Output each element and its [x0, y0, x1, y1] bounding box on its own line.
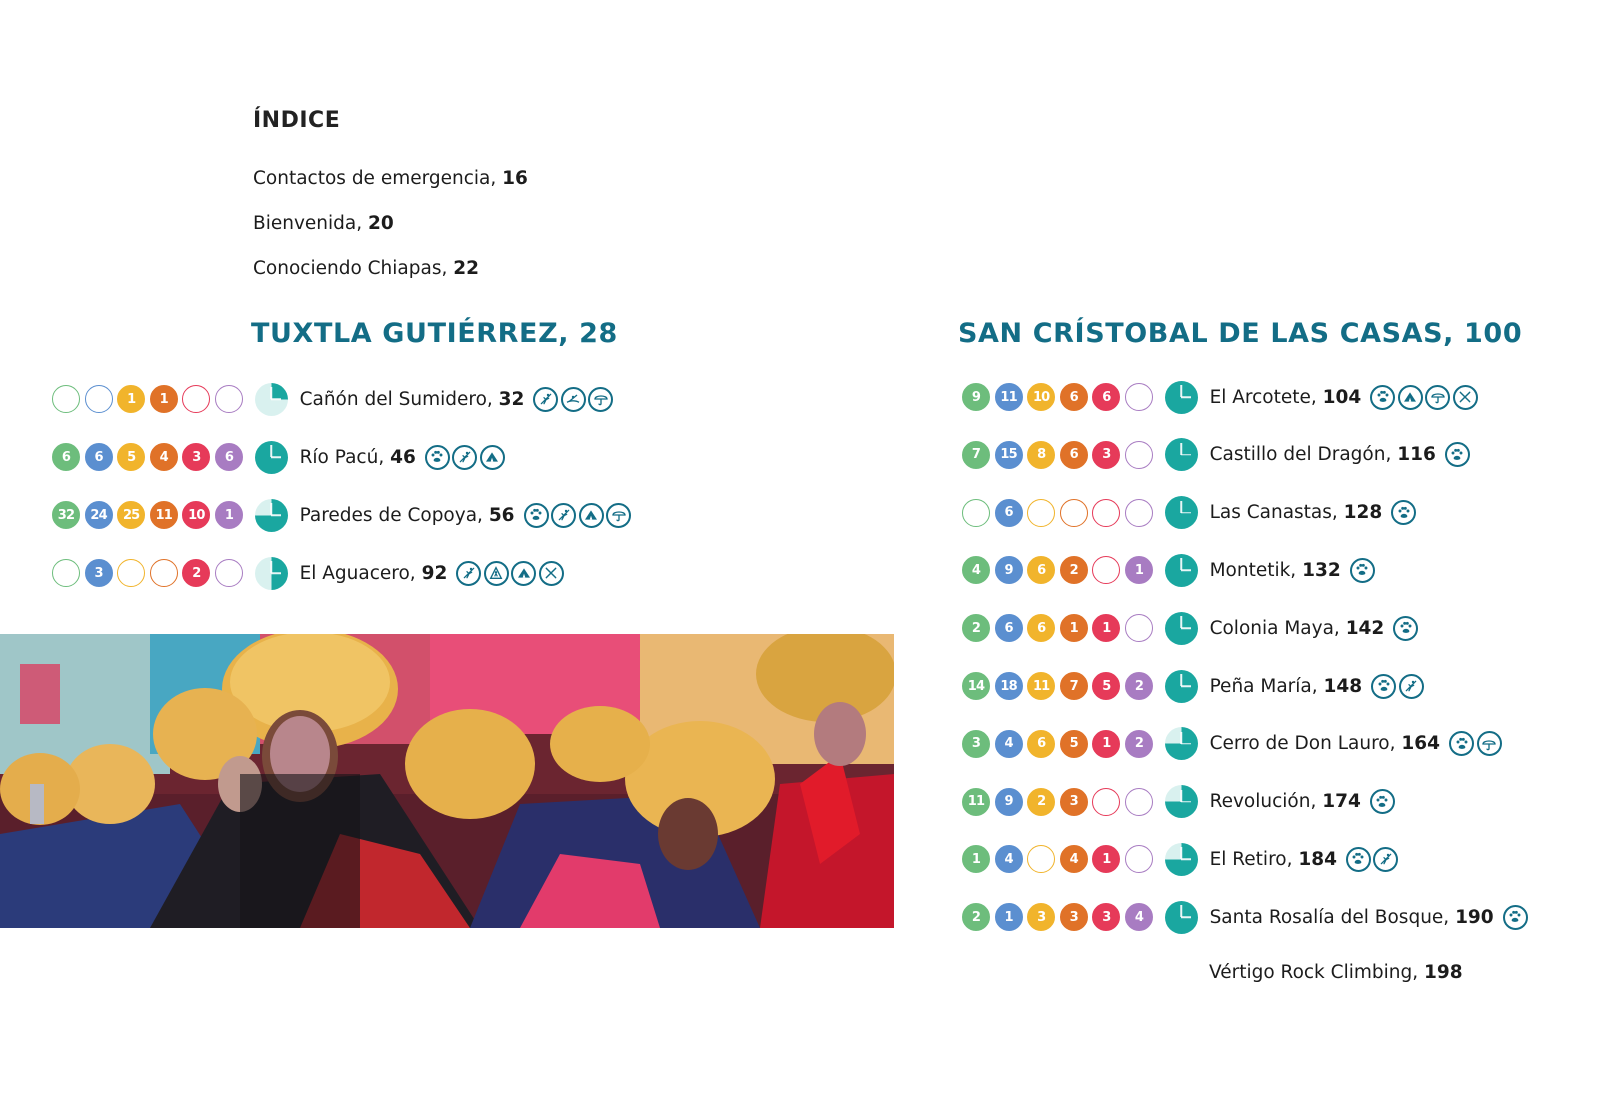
green-count-badge: 32	[52, 501, 80, 529]
clock-icon	[1165, 612, 1198, 645]
destination-title[interactable]	[1210, 849, 1337, 870]
kayak-icon	[561, 387, 586, 412]
utensils-icon	[539, 561, 564, 586]
orange-count-badge: 6	[1060, 441, 1088, 469]
clock-icon	[255, 441, 288, 474]
destination-page: 184	[1298, 848, 1337, 870]
destination-page: 116	[1397, 444, 1436, 466]
clock-icon	[255, 383, 288, 416]
clock-icon	[1165, 843, 1198, 876]
destination-row-colonia-maya[interactable]	[962, 613, 1421, 643]
blue-count-badge: 15	[995, 441, 1023, 469]
yellow-count-badge	[117, 559, 145, 587]
yellow-count-badge	[1027, 845, 1055, 873]
intro-item-label: Bienvenida,	[253, 213, 368, 234]
purple-count-badge: 2	[1125, 730, 1153, 758]
orange-count-badge: 6	[1060, 383, 1088, 411]
activity-icons	[456, 561, 566, 586]
destination-name: Cañón del Sumidero,	[299, 388, 499, 410]
red-count-badge: 3	[182, 443, 210, 471]
red-count-badge	[1092, 788, 1120, 816]
red-count-badge	[1092, 556, 1120, 584]
category-counts	[52, 443, 248, 471]
orange-count-badge	[1060, 499, 1088, 527]
paw-icon	[1449, 731, 1474, 756]
destination-title[interactable]	[1210, 444, 1436, 465]
red-count-badge: 3	[1092, 903, 1120, 931]
intro-item-page: 16	[502, 168, 528, 189]
activity-icons	[1449, 731, 1504, 756]
paw-icon	[1370, 789, 1395, 814]
tent-icon	[480, 445, 505, 470]
tent-icon	[511, 561, 536, 586]
destination-page: 128	[1343, 502, 1383, 524]
green-count-badge: 11	[962, 788, 990, 816]
blue-count-badge: 4	[995, 845, 1023, 873]
green-count-badge: 3	[962, 730, 990, 758]
blue-count-badge: 18	[995, 672, 1023, 700]
clock-icon	[1165, 901, 1198, 934]
yellow-count-badge: 3	[1027, 903, 1055, 931]
activity-icons	[1370, 789, 1398, 814]
destination-row-pena-maria[interactable]	[962, 671, 1426, 701]
purple-count-badge	[215, 559, 243, 587]
orange-count-badge: 2	[1060, 556, 1088, 584]
blue-count-badge: 9	[995, 788, 1023, 816]
paw-icon	[1371, 674, 1396, 699]
category-counts	[962, 903, 1158, 931]
activity-icons	[533, 387, 616, 412]
category-counts	[962, 614, 1158, 642]
red-count-badge	[182, 385, 210, 413]
extra-entry-vertigo[interactable]	[1209, 962, 1463, 983]
destination-name: Río Pacú,	[299, 446, 391, 468]
destination-name: Peña María,	[1209, 675, 1324, 697]
category-counts	[962, 845, 1158, 873]
yellow-count-badge: 6	[1027, 730, 1055, 758]
destination-row-montetik[interactable]	[962, 555, 1377, 585]
category-counts	[962, 499, 1158, 527]
yellow-count-badge: 1	[117, 385, 145, 413]
destination-title[interactable]	[300, 563, 448, 584]
activity-icons	[1370, 385, 1480, 410]
destination-title[interactable]	[1210, 676, 1363, 697]
destination-title[interactable]	[1210, 387, 1362, 408]
utensils-icon	[1453, 385, 1478, 410]
blue-count-badge	[85, 385, 113, 413]
orange-count-badge: 5	[1060, 730, 1088, 758]
red-count-badge: 3	[1092, 441, 1120, 469]
destination-name: Colonia Maya,	[1209, 617, 1346, 639]
climbing-icon	[484, 561, 509, 586]
intro-item-bienvenida[interactable]	[253, 211, 528, 256]
destination-title[interactable]	[1210, 907, 1494, 928]
destination-page: 104	[1322, 386, 1362, 408]
green-count-badge	[52, 385, 80, 413]
activity-icons	[524, 503, 634, 528]
paw-icon	[1503, 905, 1528, 930]
destination-name: Las Canastas,	[1209, 502, 1344, 524]
destination-page: 46	[390, 446, 416, 468]
purple-count-badge	[1125, 788, 1153, 816]
destination-row-santa-rosalia-del-bosque[interactable]	[962, 902, 1530, 932]
green-count-badge: 4	[962, 556, 990, 584]
extra-page: 198	[1423, 962, 1463, 983]
category-counts	[52, 501, 248, 529]
purple-count-badge	[1125, 499, 1153, 527]
activity-icons	[1346, 847, 1401, 872]
clock-icon	[1165, 785, 1198, 818]
clock-icon	[1165, 496, 1198, 529]
purple-count-badge	[1125, 845, 1153, 873]
yellow-count-badge: 6	[1027, 556, 1055, 584]
destination-page: 190	[1455, 906, 1494, 928]
clock-icon	[255, 557, 288, 590]
blue-count-badge: 3	[85, 559, 113, 587]
section-title-tuxtla[interactable]: TUXTLA GUTIÉRREZ, 28	[251, 318, 618, 349]
destination-name: Montetik,	[1209, 559, 1303, 581]
hiking-icon	[533, 387, 558, 412]
intro-item-label: Contactos de emergencia,	[253, 168, 503, 189]
hiking-icon	[452, 445, 477, 470]
hiking-icon	[551, 503, 576, 528]
destination-row-canon-del-sumidero[interactable]	[52, 384, 616, 414]
blue-count-badge: 6	[995, 614, 1023, 642]
red-count-badge: 6	[1092, 383, 1120, 411]
destination-page: 164	[1401, 733, 1440, 755]
purple-count-badge: 2	[1125, 672, 1153, 700]
destination-page: 174	[1322, 791, 1361, 813]
tent-icon	[1398, 385, 1423, 410]
category-counts	[962, 672, 1158, 700]
activity-icons	[1391, 500, 1419, 525]
hiking-icon	[456, 561, 481, 586]
blue-count-badge: 4	[995, 730, 1023, 758]
orange-count-badge: 4	[150, 443, 178, 471]
destination-title[interactable]	[1210, 791, 1361, 812]
activity-icons	[1445, 442, 1473, 467]
destination-name: Santa Rosalía del Bosque,	[1209, 906, 1456, 928]
orange-count-badge: 1	[150, 385, 178, 413]
purple-count-badge: 1	[215, 501, 243, 529]
tent-icon	[579, 503, 604, 528]
orange-count-badge	[150, 559, 178, 587]
destination-title[interactable]	[300, 389, 525, 410]
destination-name: Paredes de Copoya,	[299, 504, 489, 526]
purple-count-badge: 6	[215, 443, 243, 471]
clock-icon	[255, 499, 288, 532]
destination-title[interactable]	[300, 447, 416, 468]
destination-page: 56	[488, 504, 515, 526]
destination-name: El Retiro,	[1209, 848, 1299, 870]
green-count-badge: 7	[962, 441, 990, 469]
destination-row-el-arcotete[interactable]	[962, 382, 1480, 412]
purple-count-badge	[1125, 441, 1153, 469]
purple-count-badge	[215, 385, 243, 413]
intro-item-label: Conociendo Chiapas,	[253, 258, 454, 279]
yellow-count-badge: 6	[1027, 614, 1055, 642]
green-count-badge: 6	[52, 443, 80, 471]
paw-icon	[1346, 847, 1371, 872]
category-counts	[52, 385, 248, 413]
paw-icon	[1370, 385, 1395, 410]
purple-count-badge	[1125, 614, 1153, 642]
destination-name: Cerro de Don Lauro,	[1209, 733, 1402, 755]
parachicos-photo	[0, 634, 894, 928]
yellow-count-badge: 5	[117, 443, 145, 471]
activity-icons	[1350, 558, 1378, 583]
clock-icon	[1165, 670, 1198, 703]
green-count-badge: 2	[962, 614, 990, 642]
activity-icons	[425, 445, 508, 470]
blue-count-badge: 9	[995, 556, 1023, 584]
yellow-count-badge: 2	[1027, 788, 1055, 816]
destination-row-castillo-del-dragon[interactable]	[962, 440, 1472, 470]
clock-icon	[1165, 554, 1198, 587]
yellow-count-badge: 11	[1027, 672, 1055, 700]
yellow-count-badge: 10	[1027, 383, 1055, 411]
destination-title[interactable]	[300, 505, 515, 526]
destination-name: El Arcotete,	[1209, 386, 1323, 408]
red-count-badge	[1092, 499, 1120, 527]
category-counts	[962, 788, 1158, 816]
index-title: ÍNDICE	[253, 108, 341, 133]
green-count-badge	[962, 499, 990, 527]
paw-icon	[524, 503, 549, 528]
activity-icons	[1503, 905, 1531, 930]
orange-count-badge: 3	[1060, 903, 1088, 931]
clock-icon	[1165, 727, 1198, 760]
category-counts	[962, 441, 1158, 469]
destination-page: 132	[1302, 559, 1341, 581]
orange-count-badge: 7	[1060, 672, 1088, 700]
orange-count-badge: 4	[1060, 845, 1088, 873]
orange-count-badge: 11	[150, 501, 178, 529]
destination-row-el-aguacero[interactable]	[52, 558, 566, 588]
blue-count-badge: 6	[85, 443, 113, 471]
paw-icon	[1350, 558, 1375, 583]
intro-item-conociendo[interactable]	[253, 256, 528, 301]
category-counts	[962, 383, 1158, 411]
green-count-badge	[52, 559, 80, 587]
intro-item-emergencia[interactable]	[253, 166, 528, 211]
blue-count-badge: 11	[995, 383, 1023, 411]
paw-icon	[1445, 442, 1470, 467]
destination-title[interactable]	[1210, 502, 1383, 523]
umbrella-icon	[606, 503, 631, 528]
destination-name: Revolución,	[1209, 791, 1323, 813]
category-counts	[962, 730, 1158, 758]
umbrella-icon	[1425, 385, 1450, 410]
blue-count-badge: 6	[995, 499, 1023, 527]
destination-name: El Aguacero,	[299, 562, 422, 584]
paw-icon	[1393, 616, 1418, 641]
destination-page: 92	[421, 562, 448, 584]
hiking-icon	[1373, 847, 1398, 872]
red-count-badge: 1	[1092, 614, 1120, 642]
red-count-badge: 5	[1092, 672, 1120, 700]
red-count-badge: 1	[1092, 730, 1120, 758]
destination-page: 32	[498, 388, 525, 410]
yellow-count-badge: 8	[1027, 441, 1055, 469]
activity-icons	[1393, 616, 1421, 641]
section-title-san-cristobal[interactable]: SAN CRÍSTOBAL DE LAS CASAS, 100	[958, 318, 1523, 349]
yellow-count-badge	[1027, 499, 1055, 527]
destination-name: Castillo del Dragón,	[1209, 444, 1398, 466]
destination-row-cerro-de-don-lauro[interactable]	[962, 729, 1504, 759]
category-counts	[962, 556, 1158, 584]
orange-count-badge: 1	[1060, 614, 1088, 642]
clock-icon	[1165, 438, 1198, 471]
destination-title[interactable]	[1210, 618, 1385, 639]
red-count-badge: 1	[1092, 845, 1120, 873]
green-count-badge: 9	[962, 383, 990, 411]
green-count-badge: 1	[962, 845, 990, 873]
destination-row-paredes-de-copoya[interactable]	[52, 500, 634, 530]
orange-count-badge: 3	[1060, 788, 1088, 816]
blue-count-badge: 1	[995, 903, 1023, 931]
red-count-badge: 2	[182, 559, 210, 587]
activity-icons	[1371, 674, 1426, 699]
intro-list	[253, 166, 528, 301]
destination-row-rio-pacu[interactable]	[52, 442, 507, 472]
destination-row-revolucion[interactable]	[962, 787, 1397, 817]
intro-item-page: 22	[453, 258, 479, 279]
purple-count-badge: 1	[1125, 556, 1153, 584]
destination-page: 142	[1345, 617, 1385, 639]
intro-item-page: 20	[367, 213, 394, 234]
purple-count-badge	[1125, 383, 1153, 411]
purple-count-badge: 4	[1125, 903, 1153, 931]
umbrella-icon	[588, 387, 613, 412]
red-count-badge: 10	[182, 501, 210, 529]
extra-label: Vértigo Rock Climbing,	[1209, 962, 1424, 983]
clock-icon	[1165, 381, 1198, 414]
destination-title[interactable]	[1210, 560, 1341, 581]
green-count-badge: 2	[962, 903, 990, 931]
hiking-icon	[1399, 674, 1424, 699]
umbrella-icon	[1477, 731, 1502, 756]
blue-count-badge: 24	[85, 501, 113, 529]
destination-row-las-canastas[interactable]	[962, 498, 1419, 528]
category-counts	[52, 559, 248, 587]
green-count-badge: 14	[962, 672, 990, 700]
destination-page: 148	[1323, 675, 1363, 697]
destination-title[interactable]	[1210, 733, 1440, 754]
yellow-count-badge: 25	[117, 501, 145, 529]
paw-icon	[425, 445, 450, 470]
destination-row-el-retiro[interactable]	[962, 844, 1401, 874]
paw-icon	[1391, 500, 1416, 525]
